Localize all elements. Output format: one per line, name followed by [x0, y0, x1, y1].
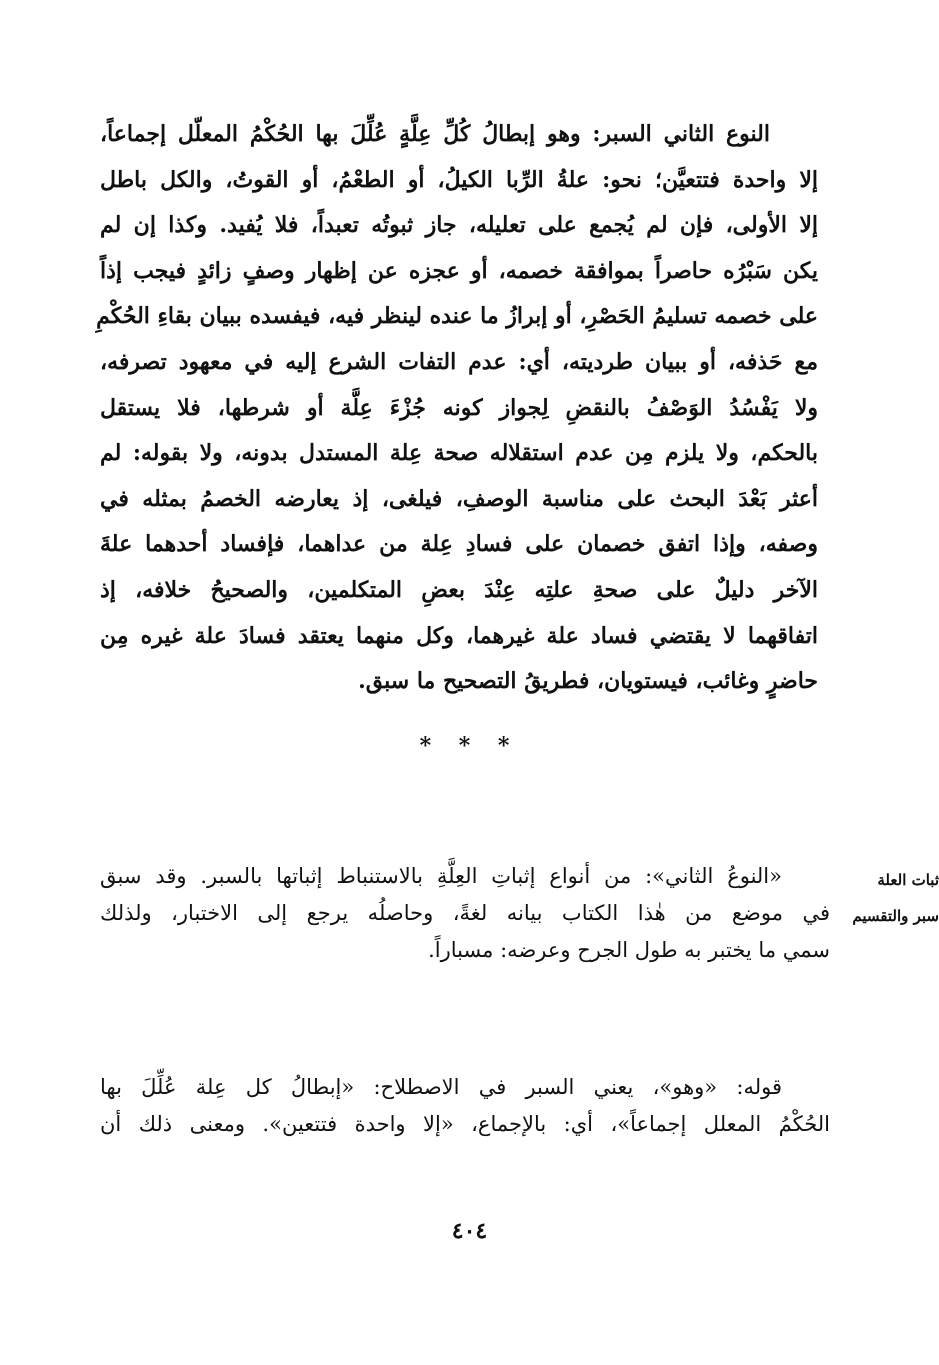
commentary-line: سمي ما يختبر به طول الجرح وعرضه: مسباراً.: [428, 938, 830, 962]
commentary-line: في موضع من هٰذا الكتاب بيانه لغةً، وحاصلُه يرجع إلى الاختبار، ولذلك: [100, 901, 830, 925]
margin-note-line: ثبات العلة: [877, 871, 939, 889]
section-separator: * * *: [419, 733, 520, 759]
main-text-line: على خصمه تسليمُ الحَصْرِ، أو إبرازُ ما عنده لينظر فيه، فيفسده ببيان بقاءِ الحُكْمِ: [96, 303, 818, 330]
main-text-line: النوع الثاني السبر: وهو إبطالُ كُلِّ عِلَّةٍ عُلِّلَ بها الحُكْمُ المعلّل إجماعاً،: [100, 121, 770, 147]
main-text-line: وصفه، وإذا اتفق خصمان على فسادِ عِلة من عداهما، فإفساد أحدهما علةَ: [100, 531, 818, 558]
margin-note: [835, 862, 939, 934]
main-text-line: مع حَذفه، أو ببيان طرديته، أي: عدم التفات الشرع إليه في معهود تصرفه،: [100, 348, 818, 375]
main-text-line: ولا يَفْسُدُ الوَصْفُ بالنقضِ لِجواز كونه جُزْءَ عِلَّة أو شرطها، فلا يستقل: [100, 394, 818, 421]
commentary-line: قوله: «وهو»، يعني السبر في الاصطلاح: «إبطالُ كل عِلة عُلِّلَ بها: [100, 1075, 782, 1099]
main-text-line: الآخر دليلٌ على صحةِ علتِه عِنْدَ بعضِ المتكلمين، والصحيحُ خلافه، إذ: [100, 576, 818, 603]
main-text-line: إلا الأولى، فإن لم يُجمع على تعليله، جاز ثبوتُه تعبداً، فلا يُفيد. وكذا إن لم: [100, 212, 818, 239]
commentary-paragraph: [100, 858, 830, 969]
main-text-line: حاضرٍ وغائب، فيستويان، فطريقُ التصحيح ما سبق.: [358, 668, 818, 695]
commentary-line: الحُكْمُ المعلل إجماعاً»، أي: بالإجماع، «إلا واحدة فتتعين». ومعنى ذلك أن: [100, 1112, 830, 1136]
margin-note-line: سبر والتقسيم: [852, 907, 939, 925]
main-text-line: أعثر بَعْدَ البحث على مناسبة الوصفِ، فيلغى، إذ يعارضه الخصمُ بمثله في: [100, 485, 818, 512]
page-number: ٤٠٤: [451, 1218, 488, 1244]
main-text-line: يكن سَبْرُه حاصراً بموافقة خصمه، أو عجزه عن إظهار وصفٍ زائدٍ فيجب إذاً: [100, 257, 818, 284]
main-text-line: بالحكم، ولا يلزم مِن عدم استقلاله صحة عِلة المستدل بدونه، ولا بقوله: لم: [100, 440, 818, 467]
commentary-paragraph: [100, 1069, 830, 1143]
commentary-line: «النوعُ الثاني»: من أنواع إثباتِ العِلَّةِ بالاستنباط إثباتها بالسبر. وقد سبق: [100, 864, 782, 888]
main-text-block: [96, 112, 818, 705]
main-text-line: إلا واحدة فتتعيَّن؛ نحو: علةُ الرِّبا الكيلُ، أو الطعْمُ، أو القوتُ، والكل باطل: [100, 166, 818, 193]
main-text-line: اتفاقهما لا يقتضي فساد علة غيرهما، وكل منهما يعتقد فسادَ علة غيره مِن: [100, 622, 818, 649]
